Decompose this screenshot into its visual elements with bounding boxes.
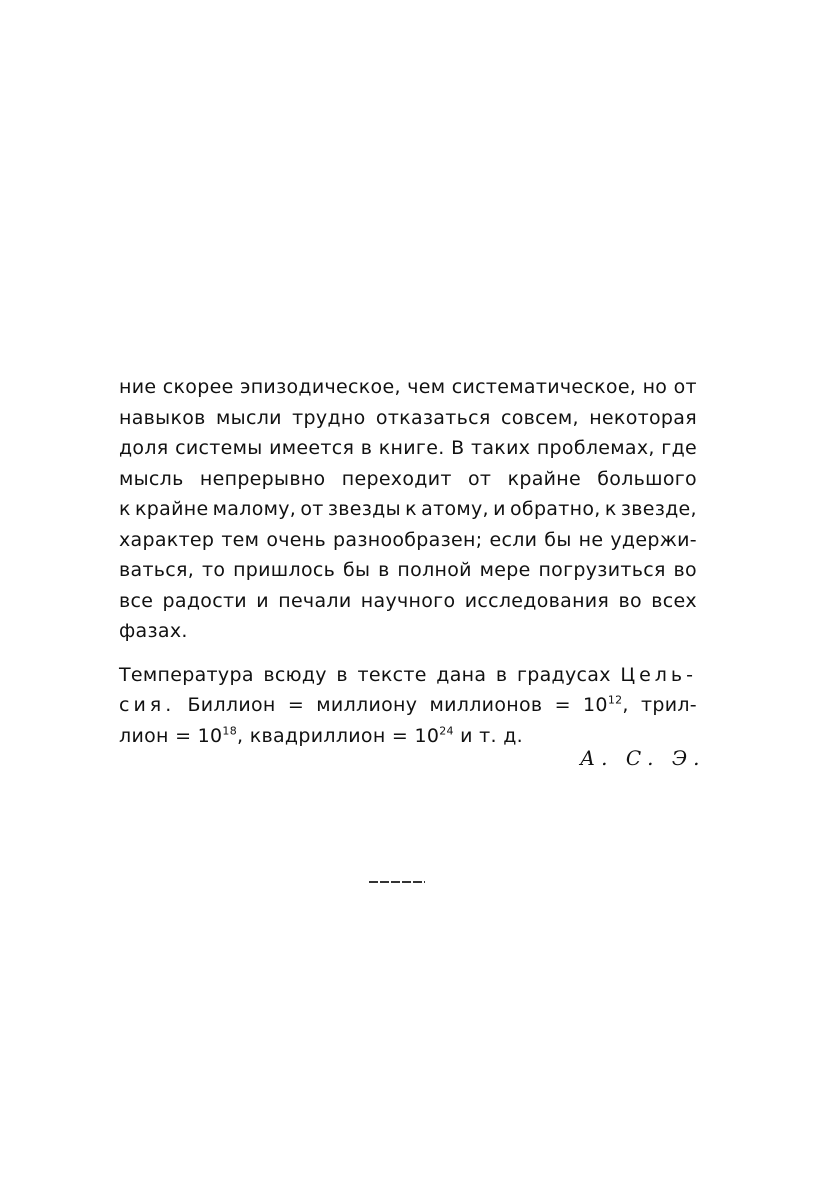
paragraph-1-line — [119, 468, 697, 499]
p1-word: удержи- — [610, 528, 697, 551]
p1-word: трудно — [292, 406, 366, 429]
p2-word: дана — [436, 663, 487, 686]
p1-word: систематическое, — [451, 376, 637, 398]
p1-word: ваться, — [119, 559, 195, 581]
paragraph-gap — [119, 651, 697, 664]
p2-comma: , — [622, 694, 629, 716]
p1-word: не — [578, 528, 604, 551]
p2-line3-c: и т. д. — [453, 724, 523, 747]
p1-word: все — [119, 589, 154, 612]
p2-word: миллионов — [429, 694, 543, 716]
p1-word: от — [468, 467, 492, 490]
p1-word: очень — [266, 528, 326, 551]
p1-word: эпизодическое, — [239, 376, 401, 398]
p1-word: звезде, — [620, 498, 697, 520]
p1-word: погрузиться — [538, 559, 666, 581]
p1-word: то — [201, 559, 226, 581]
p2-word: градусах — [516, 663, 611, 686]
author-signature: А. С. Э. — [580, 746, 706, 770]
p1-word: системы — [175, 437, 263, 459]
p1-word: обратно, — [510, 498, 601, 520]
p1-word: тем — [221, 528, 260, 551]
p1-word: мысли — [216, 406, 282, 429]
paragraph-1-line — [119, 590, 697, 621]
paragraph-1-line — [119, 529, 697, 560]
paragraph-1-line — [119, 376, 697, 407]
p2-word: = — [287, 694, 305, 716]
p2-word: Температура — [119, 663, 254, 686]
p1-word: от — [300, 498, 324, 520]
p1-word: всех — [651, 589, 697, 612]
p1-word: радости — [162, 589, 247, 612]
p1-word: к — [119, 498, 131, 520]
p2-power-base: 10 — [583, 694, 608, 716]
p1-word: фазах. — [119, 620, 188, 642]
p1-word: но — [642, 376, 668, 398]
paragraph-1-line — [119, 407, 697, 438]
p1-word: малому, — [212, 498, 297, 520]
paragraph-2-line-1 — [119, 664, 697, 695]
p1-word: бы — [342, 559, 371, 581]
paragraph-1 — [119, 376, 697, 651]
p1-word: от — [673, 376, 697, 398]
p1-word: крайне — [507, 467, 582, 490]
p1-word: чем — [407, 376, 446, 398]
p1-word: характер — [119, 528, 215, 551]
p1-word: бы — [544, 528, 572, 551]
p2-line3-exp-a: 18 — [222, 724, 238, 738]
p1-word: крайне — [135, 498, 209, 520]
p2-spaced-word: Цель- — [620, 663, 697, 686]
paragraph-2 — [119, 664, 697, 756]
end-divider — [369, 881, 425, 883]
p2-word: в — [495, 663, 508, 686]
p2-line3 — [119, 725, 523, 747]
paragraph-1-line — [119, 620, 697, 651]
p1-word: разнообразен; — [333, 528, 483, 551]
p1-word: во — [673, 559, 697, 581]
p1-word: исследования — [464, 589, 610, 612]
p2-word: всюду — [263, 663, 327, 686]
p1-word: где — [661, 437, 697, 459]
p1-word: звезды — [327, 498, 401, 520]
p2-line3-exp-b: 24 — [439, 724, 454, 738]
p1-word: скорее — [162, 376, 234, 398]
p1-word: некоторая — [589, 406, 697, 429]
p1-word: проблемах, — [536, 437, 655, 459]
p1-word: В — [451, 437, 465, 459]
p1-word: в — [378, 559, 390, 581]
p2-spaced-word: сия. — [119, 694, 176, 716]
p2-word: Биллион — [187, 694, 276, 716]
paragraph-1-line — [119, 437, 697, 468]
p1-word: полной — [397, 559, 472, 581]
p1-word: большого — [597, 467, 697, 490]
p1-word: пришлось — [233, 559, 336, 581]
paragraph-2-line-2 — [119, 694, 697, 725]
p2-line3-b: , квадриллион = 10 — [237, 724, 440, 747]
p2-word: трил- — [640, 694, 697, 716]
p1-word: атому, — [421, 498, 489, 520]
p1-word: если — [489, 528, 538, 551]
paragraph-1-line — [119, 498, 697, 529]
body-text — [119, 376, 697, 755]
p1-word: и — [256, 589, 269, 612]
p1-word: и — [493, 498, 506, 520]
p1-word: таких — [470, 437, 531, 459]
p2-power — [583, 694, 629, 716]
p1-word: навыков — [119, 406, 206, 429]
p2-power-exponent: 12 — [607, 693, 623, 707]
p1-word: имеется — [269, 437, 355, 459]
p1-word: мере — [479, 559, 531, 581]
paragraph-1-line — [119, 559, 697, 590]
p1-word: в — [360, 437, 373, 459]
p1-word: научного — [360, 589, 456, 612]
p1-word: отказаться — [375, 406, 491, 429]
p1-word: переходит — [341, 467, 452, 490]
p1-word: совсем, — [500, 406, 579, 429]
p2-line3-a: лион = 10 — [119, 724, 223, 747]
p1-word: ние — [119, 376, 157, 398]
p1-word: книге. — [378, 437, 445, 459]
p1-word: к — [604, 498, 617, 520]
p1-word: к — [405, 498, 417, 520]
p2-word: = — [554, 694, 571, 716]
p2-word: тексте — [357, 663, 427, 686]
p2-word: миллиону — [316, 694, 418, 716]
p1-word: доля — [119, 437, 169, 459]
p1-word: печали — [278, 589, 352, 612]
p1-word: во — [618, 589, 642, 612]
p1-word: мысль — [119, 467, 184, 490]
p1-word: непрерывно — [199, 467, 326, 490]
p2-word: в — [336, 663, 348, 686]
